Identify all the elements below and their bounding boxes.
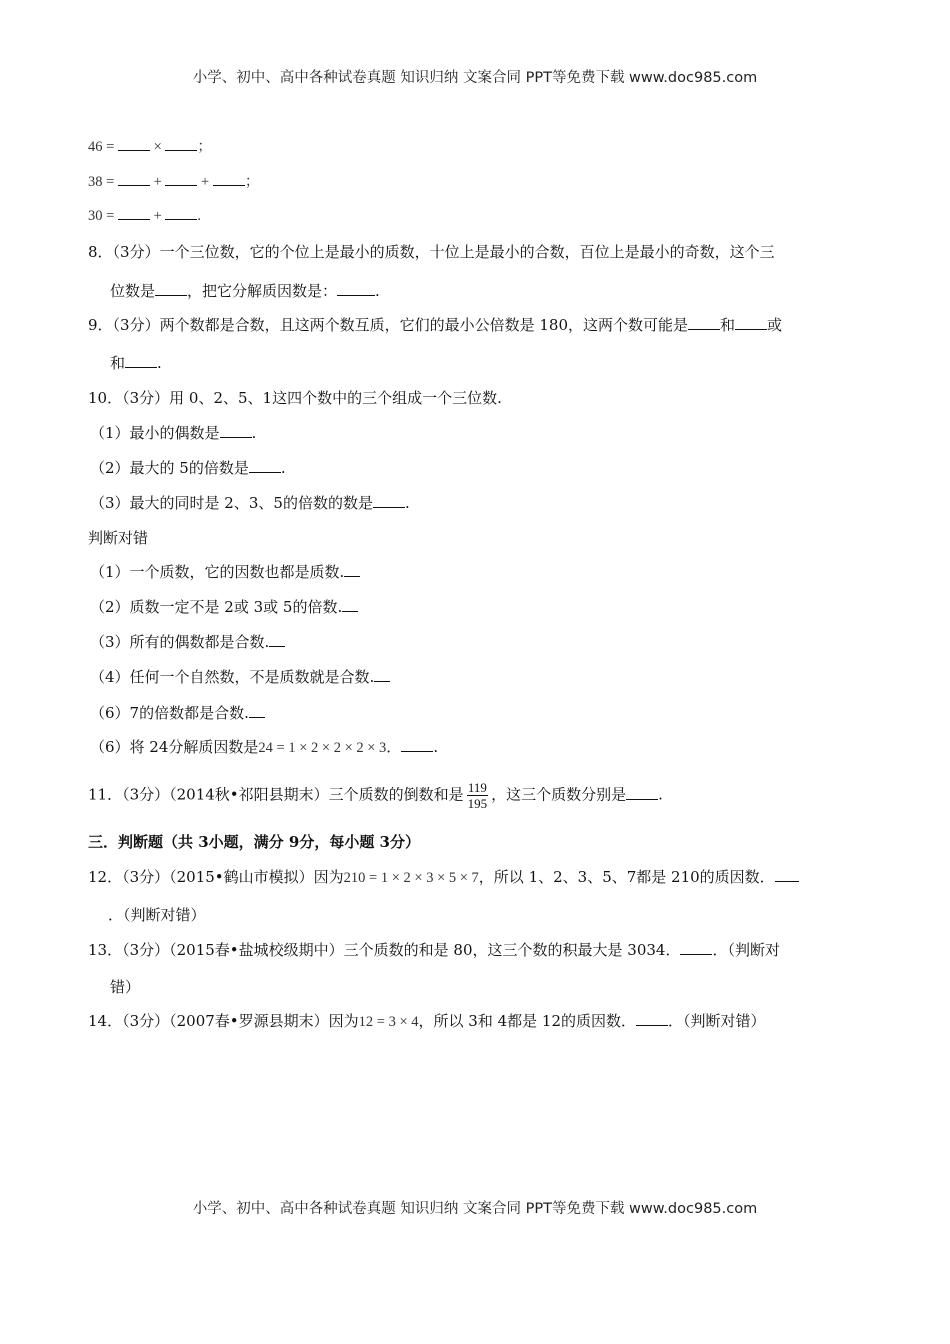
answer-blank[interactable] bbox=[636, 1011, 668, 1026]
question-13-line-2: 错） bbox=[110, 978, 141, 996]
q-text: . bbox=[157, 354, 162, 372]
q-text: ． bbox=[386, 738, 402, 756]
answer-blank[interactable] bbox=[213, 171, 245, 186]
question-14 bbox=[88, 1010, 766, 1033]
judge-item-4 bbox=[90, 666, 390, 688]
answer-blank[interactable] bbox=[165, 136, 197, 151]
answer-blank[interactable] bbox=[249, 458, 281, 473]
answer-blank[interactable] bbox=[373, 493, 405, 508]
eq-text: ； bbox=[197, 139, 212, 155]
eq-text: + bbox=[149, 208, 166, 224]
q-text: （2）最大的 5的倍数是 bbox=[90, 459, 249, 477]
answer-blank[interactable] bbox=[337, 281, 375, 296]
question-9-line-2 bbox=[110, 352, 162, 374]
q-text: （1）一个质数，它的因数也都是质数. bbox=[90, 563, 345, 581]
answer-blank[interactable] bbox=[374, 667, 390, 682]
eq-text: . bbox=[197, 208, 201, 224]
q-text: 和 bbox=[720, 316, 736, 334]
q-text: 11．（3分）（2014秋•祁阳县期末）三个质数的倒数和是 bbox=[88, 785, 464, 804]
q-text: 位数是 bbox=[110, 282, 156, 300]
judge-heading: 判断对错 bbox=[88, 529, 149, 547]
q-text: （6）7的倍数都是合数. bbox=[90, 704, 249, 722]
answer-blank[interactable] bbox=[342, 597, 358, 612]
equation-38 bbox=[88, 171, 259, 193]
q-text: （1）最小的偶数是 bbox=[90, 424, 220, 442]
answer-blank[interactable] bbox=[118, 171, 150, 186]
q-text: （3）最大的同时是 2、3、5的倍数的数是 bbox=[90, 494, 373, 512]
eq-text: 38 = bbox=[88, 174, 118, 190]
eq-text: + bbox=[149, 174, 166, 190]
page-header: 小学、初中、高中各种试卷真题 知识归纳 文案合同 PPT等免费下载 www.doc985.com bbox=[192, 70, 758, 86]
question-8-line-2 bbox=[110, 280, 380, 302]
fraction-numerator: 119 bbox=[467, 780, 487, 795]
answer-blank[interactable] bbox=[249, 703, 265, 718]
answer-blank[interactable] bbox=[775, 867, 799, 882]
q-text: （3）所有的偶数都是合数. bbox=[90, 633, 270, 651]
question-12-line-1 bbox=[88, 866, 799, 889]
answer-blank[interactable] bbox=[155, 281, 187, 296]
answer-blank[interactable] bbox=[401, 737, 433, 752]
judge-item-6 bbox=[90, 736, 438, 759]
question-8-line-1: 8．（3分）一个三位数，它的个位上是最小的质数，十位上是最小的合数，百位上是最小的奇数，这个三 bbox=[88, 243, 775, 261]
q-text: 9．（3分）两个数都是合数，且这两个数互质，它们的最小公倍数是 180，这两个数可能是 bbox=[88, 316, 688, 334]
answer-blank[interactable] bbox=[118, 136, 150, 151]
answer-blank[interactable] bbox=[118, 205, 150, 220]
q-text: ，把它分解质因数是： bbox=[187, 282, 338, 300]
q-text: 14．（3分）（2007春•罗源县期末）因为 bbox=[88, 1012, 359, 1030]
answer-blank[interactable] bbox=[735, 315, 767, 330]
answer-blank[interactable] bbox=[220, 423, 252, 438]
section-3-title: 三．判断题（共 3小题，满分 9分，每小题 3分） bbox=[88, 833, 420, 851]
eq-text: 46 = bbox=[88, 139, 118, 155]
answer-blank[interactable] bbox=[165, 171, 197, 186]
question-9-line-1 bbox=[88, 314, 782, 336]
q-text: 或 bbox=[767, 316, 783, 334]
question-12-line-2: ．（判断对错） bbox=[108, 906, 206, 924]
q-text: ，所以 3和 4都是 12的质因数． bbox=[418, 1012, 636, 1030]
question-10: 10．（3分）用 0、2、5、1这四个数中的三个组成一个三位数. bbox=[88, 389, 502, 407]
equation-30 bbox=[88, 205, 201, 227]
answer-blank[interactable] bbox=[680, 940, 712, 955]
answer-blank[interactable] bbox=[626, 785, 658, 800]
fraction bbox=[467, 780, 489, 811]
answer-blank[interactable] bbox=[269, 632, 285, 647]
question-13-line-1 bbox=[88, 939, 780, 961]
eq-text: 30 = bbox=[88, 208, 118, 224]
q-text: ，所以 1、2、3、5、7都是 210的质因数． bbox=[478, 868, 775, 886]
factorization-equation: 12 = 3 × 4 bbox=[358, 1014, 419, 1030]
judge-item-1 bbox=[90, 561, 360, 583]
eq-text: + bbox=[197, 174, 213, 190]
fraction-denominator: 195 bbox=[467, 796, 488, 811]
answer-blank[interactable] bbox=[125, 353, 157, 368]
equation-46 bbox=[88, 136, 212, 158]
judge-item-2 bbox=[90, 596, 358, 618]
q-text: 12．（3分）（2015•鹤山市模拟）因为 bbox=[88, 868, 344, 886]
question-10-part-3 bbox=[90, 492, 410, 514]
q-text: . bbox=[404, 494, 410, 512]
q-text: （4）任何一个自然数，不是质数就是合数. bbox=[90, 668, 375, 686]
q-text: . bbox=[251, 424, 257, 442]
page-footer: 小学、初中、高中各种试卷真题 知识归纳 文案合同 PPT等免费下载 www.doc985.com bbox=[192, 1201, 758, 1217]
q-text: . bbox=[280, 459, 286, 477]
q-text: . bbox=[433, 738, 439, 756]
q-text: ．（判断对错） bbox=[668, 1012, 766, 1030]
q-text: ．（判断对 bbox=[712, 941, 780, 959]
q-text: . bbox=[375, 282, 380, 300]
eq-text: × bbox=[149, 139, 166, 155]
answer-blank[interactable] bbox=[688, 315, 720, 330]
eq-text: ； bbox=[244, 174, 260, 190]
q-text: . bbox=[658, 785, 663, 804]
question-10-part-2 bbox=[90, 457, 286, 479]
factorization-equation: 210 = 1 × 2 × 3 × 5 × 7 bbox=[343, 870, 479, 886]
q-text: 13．（3分）（2015春•盐城校级期中）三个质数的和是 80，这三个数的积最大是 3034． bbox=[88, 941, 681, 959]
judge-item-3 bbox=[90, 631, 285, 653]
judge-item-5 bbox=[90, 702, 265, 724]
question-10-part-1 bbox=[90, 422, 256, 444]
factorization-equation: 24 = 1 × 2 × 2 × 2 × 3 bbox=[258, 740, 387, 756]
answer-blank[interactable] bbox=[344, 562, 360, 577]
q-text: （2）质数一定不是 2或 3或 5的倍数. bbox=[90, 598, 343, 616]
q-text: （6）将 24分解质因数是 bbox=[90, 738, 259, 756]
q-text: 和 bbox=[110, 354, 126, 372]
question-11 bbox=[88, 780, 663, 811]
q-text: ，这三个质数分别是 bbox=[491, 785, 627, 804]
answer-blank[interactable] bbox=[165, 205, 197, 220]
